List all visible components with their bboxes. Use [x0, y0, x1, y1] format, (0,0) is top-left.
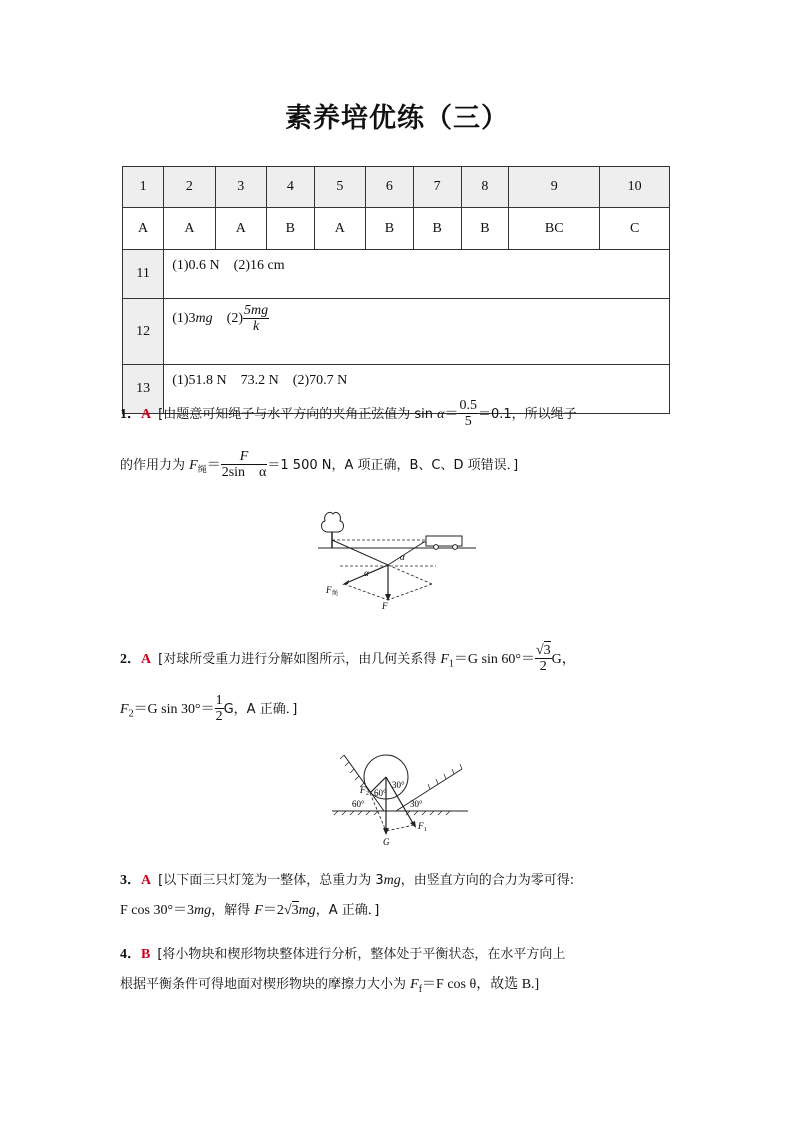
table-row-header: [123, 167, 670, 208]
table-row-11: [123, 250, 670, 299]
question-3-text-1: [以下面三只灯笼为一整体，总重力为 3: [158, 873, 384, 888]
ff-symbol: F: [410, 977, 419, 992]
f2-label: F: [360, 785, 366, 795]
arrow-head: [410, 821, 416, 828]
fraction-1-over-2: [215, 693, 224, 725]
sqrt-radicand: 3: [543, 643, 551, 658]
alpha-label: α: [364, 568, 369, 578]
f-rope-subscript: 绳: [332, 590, 339, 597]
sqrt-expression: √3: [283, 903, 299, 918]
header-cell: 5: [314, 167, 365, 208]
fraction-0-5-over-5: [458, 398, 478, 430]
header-cell: 8: [461, 167, 509, 208]
f-symbol: F: [254, 903, 263, 918]
right-incline-hatch: [428, 764, 462, 789]
answer-11-cell: [164, 250, 670, 299]
header-cell: 7: [413, 167, 461, 208]
fraction-numerator: √3: [535, 643, 551, 658]
question-2-answer: A: [141, 651, 152, 667]
question-4-text-3: ＝F cos θ，故选 B.]: [422, 977, 540, 992]
question-number-cell: 12: [123, 299, 164, 365]
f1-symbol: F: [440, 651, 449, 667]
f2-subscript: 2: [128, 708, 134, 720]
answer-cell: A: [314, 208, 365, 250]
question-4: [120, 944, 680, 965]
answer-12-part1: (1)3: [172, 310, 196, 326]
question-1: [120, 398, 680, 430]
answer-table: [122, 166, 670, 414]
dashed-parallelogram: [388, 584, 432, 600]
answer-cell: BC: [509, 208, 600, 250]
left-wall-hatch: [340, 755, 364, 787]
answer-13-part1: (1)51.8 N: [172, 373, 227, 388]
question-3-text-3: F cos 30°＝3: [120, 903, 195, 918]
header-cell: 1: [123, 167, 164, 208]
question-1-text-4: ＝1 500 N，A 项正确，B、C、D 项错误．]: [267, 457, 519, 473]
fraction-denominator: 2: [539, 659, 547, 675]
question-1-answer: A: [141, 406, 152, 422]
question-3-text-2: ，由竖直方向的合力为零可得:: [400, 873, 575, 888]
question-1-text-1: [由题意可知绳子与水平方向的夹角正弦值为 sin: [158, 406, 438, 422]
f-rope-label: F: [326, 585, 332, 595]
question-3-line-2: [120, 900, 680, 921]
question-2: [120, 643, 680, 675]
question-2-text-5: G，A 正确．]: [223, 701, 298, 717]
rope-left: [332, 540, 388, 565]
ff-subscript: f: [418, 983, 423, 995]
question-3-label: 3．: [120, 873, 141, 888]
question-4-label: 4．: [120, 947, 141, 962]
page-title: 素养培优练（三）: [285, 103, 509, 134]
alpha-symbol: α: [437, 406, 445, 422]
dashed-component: [386, 825, 414, 831]
answer-cell: A: [215, 208, 266, 250]
mg-symbol: mg: [298, 903, 316, 918]
f1-label-subscript: 1: [424, 827, 427, 833]
header-cell: 6: [366, 167, 414, 208]
question-1-line-2: [120, 449, 680, 481]
f1-subscript: 1: [448, 658, 454, 670]
header-cell: 4: [266, 167, 314, 208]
fraction-denominator: 2: [215, 709, 223, 725]
question-number-cell: 13: [123, 365, 164, 414]
header-cell: 10: [600, 167, 670, 208]
question-1-label: 1．: [120, 406, 141, 422]
rope-right: [388, 542, 424, 565]
answer-13-part1b: 73.2 N: [240, 373, 279, 388]
mg-symbol: mg: [194, 903, 212, 918]
fraction-numerator: F: [221, 449, 268, 465]
figure-2-ball-diagram: [330, 745, 470, 851]
fraction-numerator: 5mg: [244, 303, 269, 318]
answer-cell: B: [266, 208, 314, 250]
ground-hatch: [334, 811, 450, 815]
question-2-line-2: [120, 693, 680, 725]
answer-11-part2: (2)16 cm: [233, 258, 285, 273]
answer-cell: B: [413, 208, 461, 250]
answer-cell: B: [461, 208, 509, 250]
answer-12-cell: [164, 299, 670, 365]
table-row-12: [123, 299, 670, 365]
answer-cell: C: [600, 208, 670, 250]
force-subscript: 绳: [197, 465, 207, 476]
answer-cell: B: [366, 208, 414, 250]
question-3-text-4: ，解得: [211, 903, 255, 918]
f1-label: F: [418, 821, 424, 831]
force-symbol: F: [189, 457, 198, 473]
fraction-sqrt3-over-2: [535, 643, 552, 675]
question-1-text-2: ＝0.1，所以绳子: [477, 406, 577, 422]
angle-label-30-bottom: 30°: [410, 799, 423, 809]
f2-symbol: F: [120, 701, 129, 717]
alpha-label: α: [400, 552, 405, 562]
answer-11-part1: (1)0.6 N: [172, 258, 220, 273]
answer-12-fraction: [243, 303, 269, 335]
tree-icon: [321, 512, 343, 548]
truck-icon: [422, 536, 462, 549]
fraction-denominator: 2sin α: [221, 465, 267, 481]
question-2-label: 2．: [120, 651, 141, 667]
fraction-numerator: 0.5: [459, 398, 477, 413]
question-2-text-4: ＝G sin 30°＝: [133, 701, 215, 717]
fraction-f-over-2sin: [221, 449, 268, 481]
answer-cell: A: [123, 208, 164, 250]
arrow-head: [383, 828, 389, 835]
answer-cell: A: [164, 208, 215, 250]
fraction-numerator: 1: [215, 693, 223, 708]
angle-label-30: 30°: [392, 780, 405, 790]
header-cell: 9: [509, 167, 600, 208]
equals: ＝: [444, 406, 459, 422]
answer-12-mg: mg: [195, 310, 213, 326]
question-3: [120, 870, 680, 891]
question-2-text-1: [对球所受重力进行分解如图所示，由几何关系得: [158, 651, 441, 667]
question-3-text-7: ，A 正确．]: [315, 903, 380, 918]
question-2-text-3: G，: [551, 651, 576, 667]
g-label: G: [383, 837, 390, 847]
question-4-answer: B: [141, 947, 151, 962]
question-3-text-6: ＝2: [262, 903, 284, 918]
question-4-text-2: 根据平衡条件可得地面对楔形物块的摩擦力大小为: [120, 977, 411, 992]
dashed-parallelogram: [344, 584, 388, 600]
figure-1-rope-diagram: [318, 510, 478, 614]
fraction-denominator: 5: [464, 414, 472, 430]
equals: ＝: [206, 457, 221, 473]
question-4-line-2: [120, 974, 680, 997]
question-3-answer: A: [141, 873, 152, 888]
header-cell: 2: [164, 167, 215, 208]
header-cell: 3: [215, 167, 266, 208]
answer-12-part2: (2): [226, 310, 243, 326]
f-label: F: [382, 601, 388, 611]
question-2-text-2: ＝G sin 60°＝: [453, 651, 535, 667]
question-1-text-3: 的作用力为: [120, 457, 190, 473]
question-number-cell: 11: [123, 250, 164, 299]
table-row-answers: [123, 208, 670, 250]
dashed-component: [388, 565, 432, 584]
answer-13-part2: (2)70.7 N: [292, 373, 348, 388]
question-4-text-1: [将小物块和楔形物块整体进行分析，整体处于平衡状态，在水平方向上: [157, 947, 566, 962]
angle-label-60: 60°: [374, 788, 387, 798]
sqrt-radicand: 3: [291, 903, 299, 918]
fraction-denominator: k: [252, 319, 260, 335]
angle-label-60-bottom: 60°: [352, 799, 365, 809]
f2-label-subscript: 2: [366, 791, 369, 797]
right-incline: [396, 769, 462, 811]
mg-symbol: mg: [383, 873, 401, 888]
